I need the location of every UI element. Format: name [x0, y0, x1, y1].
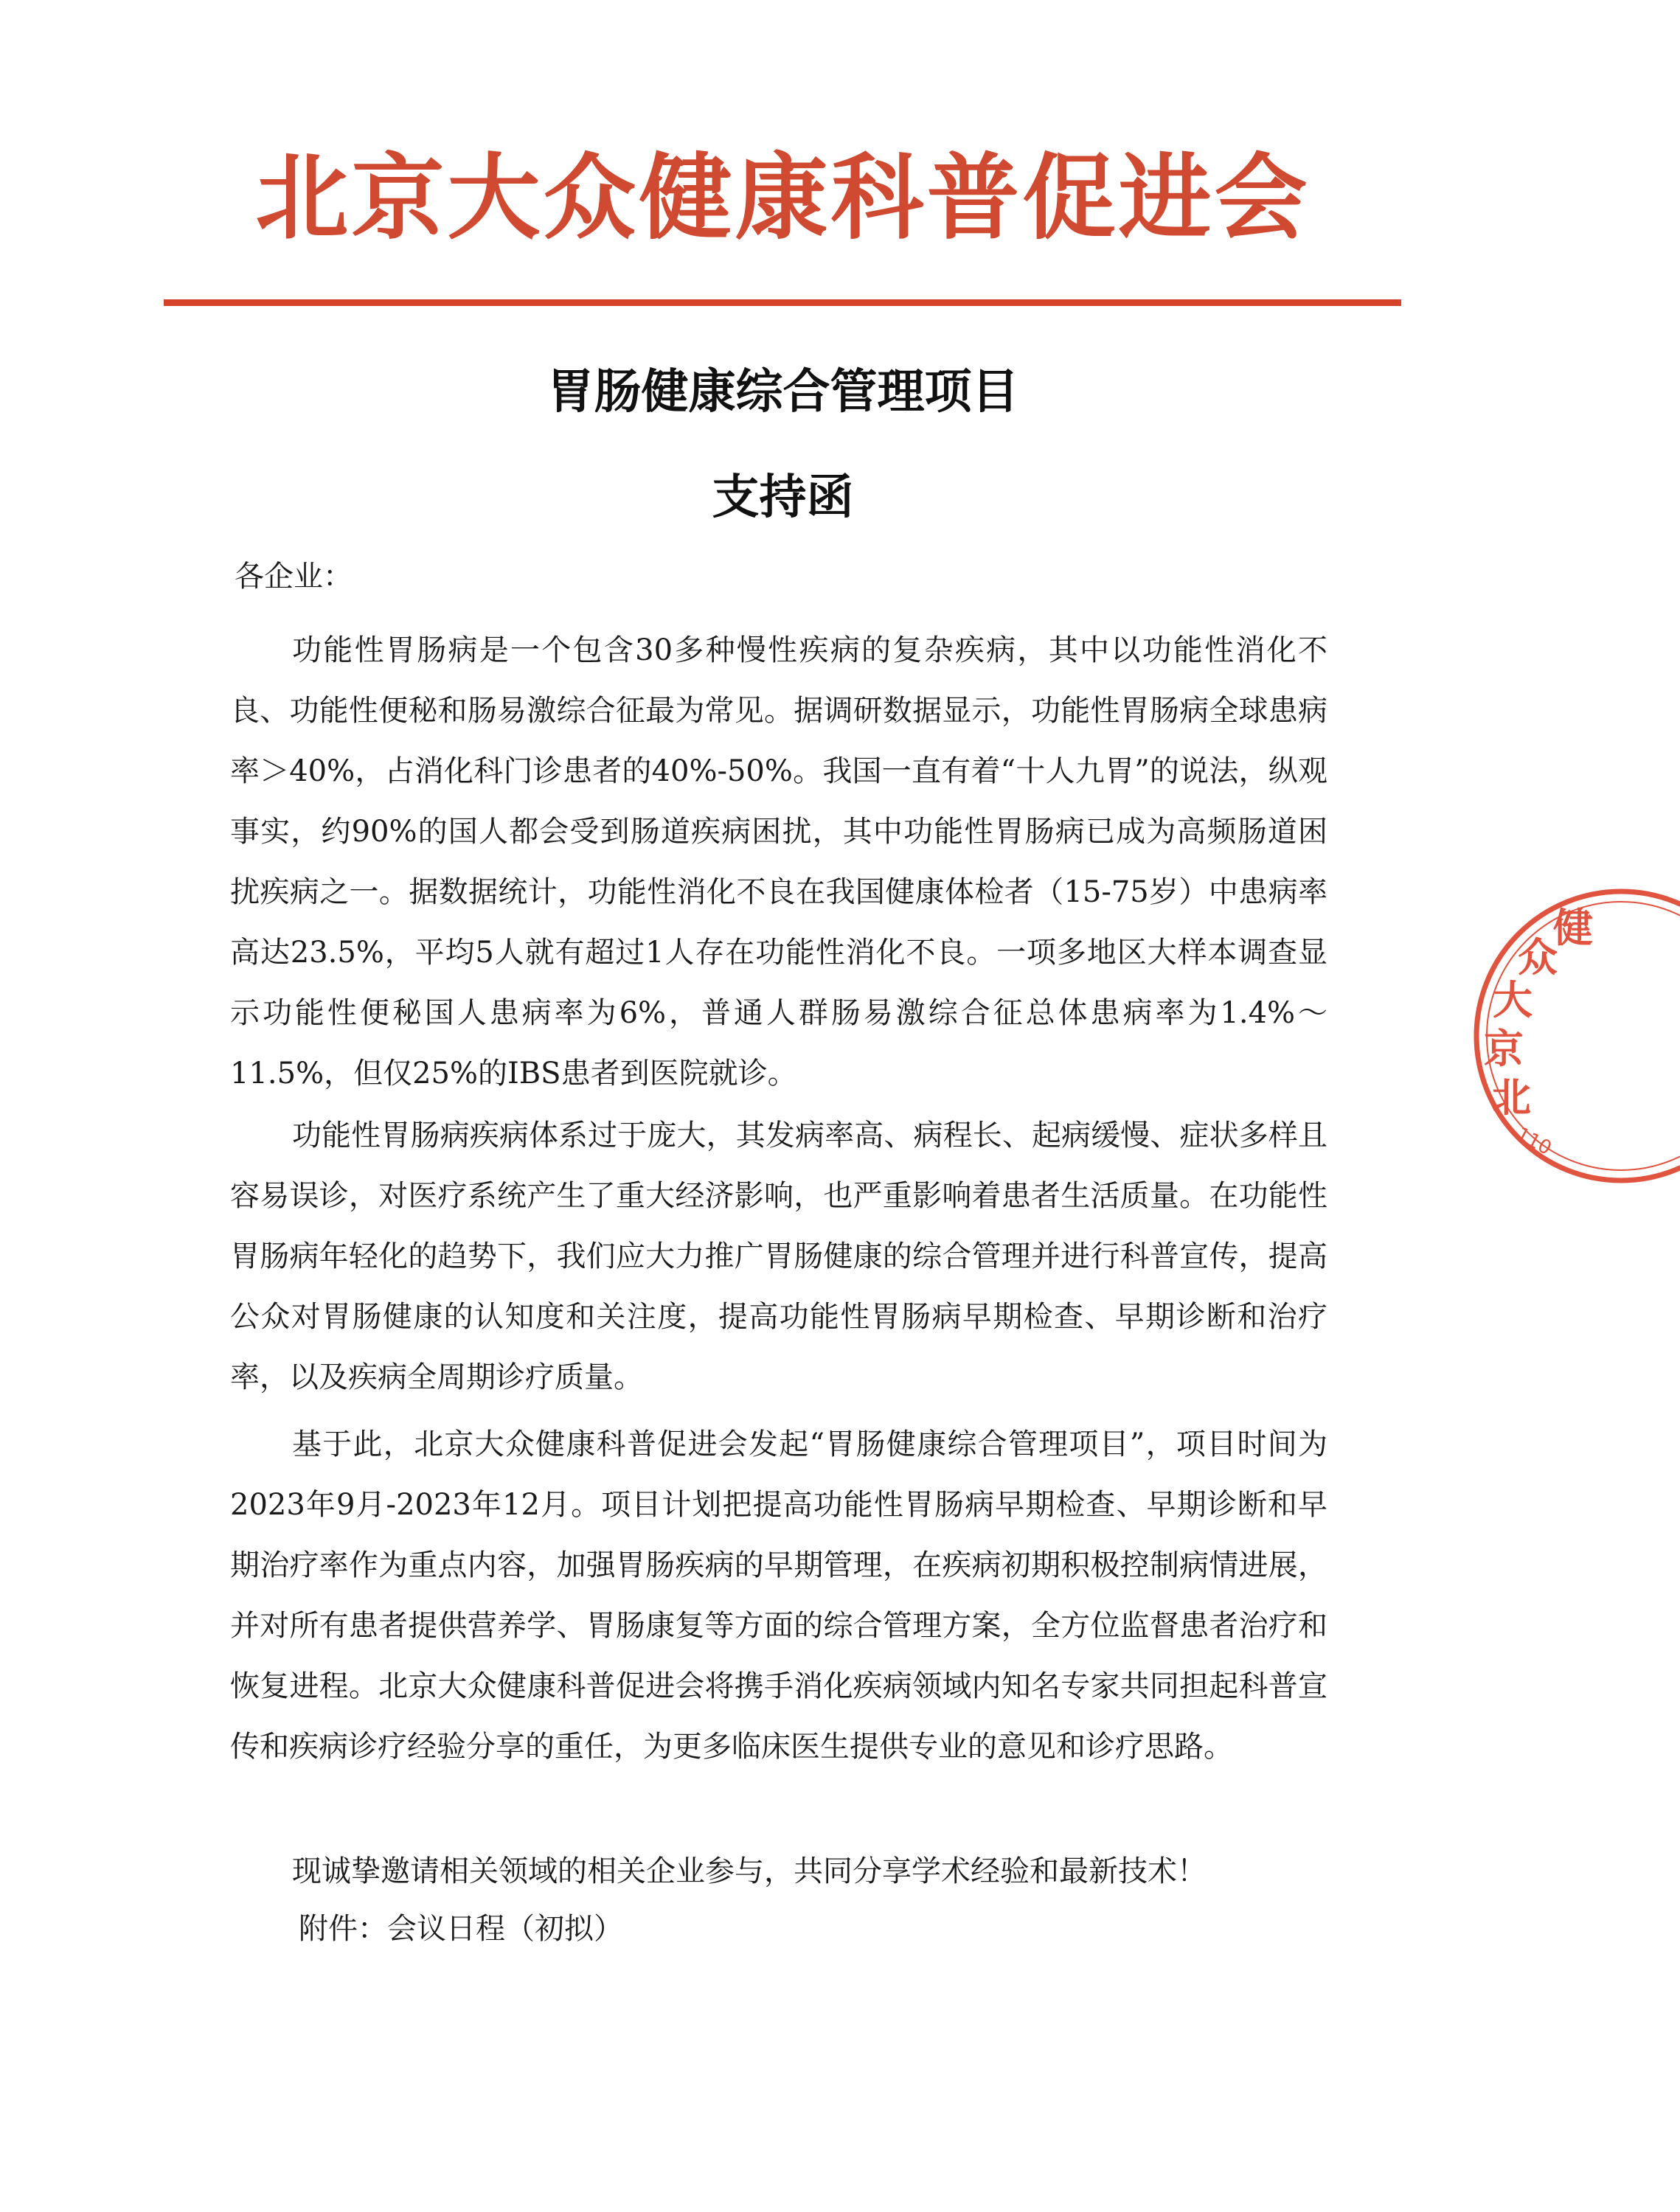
- organization-header: 北京大众健康科普促进会: [255, 143, 1311, 252]
- seal-char-4: 众: [1518, 934, 1558, 981]
- official-seal: [1459, 881, 1680, 1191]
- seal-char-1: 北: [1491, 1074, 1531, 1121]
- document-title: 胃肠健康综合管理项目: [546, 365, 1019, 420]
- body-paragraph-1: 功能性胃肠病是一个包含30多种慢性疾病的复杂疾病，其中以功能性消化不良、功能性便秘和肠易激综合征最为常见。据调研数据显示，功能性胃肠病全球患病率＞40%，占消化科门诊患者的40%-50%。我国一直有着“十人九胃”的说法，纵观事实，约90%的国人都会受到肠道疾病困扰，其中功能性胃肠病已成为高频肠道困扰疾病之一。据数据统计，功能性消化不良在我国健康体检者（15-75岁）中患病率高达23.5%，平均5人就有超过1人存在功能性消化不良。一项多地区大样本调查显示功能性便秘国人患病率为6%，普通人群肠易激综合征总体患病率为1.4%～11.5%，但仅25%的IBS患者到医院就诊。: [230, 633, 1327, 1091]
- body-paragraph-2: 功能性胃肠病疾病体系过于庞大，其发病率高、病程长、起病缓慢、症状多样且容易误诊，对医疗系统产生了重大经济影响，也严重影响着患者生活质量。在功能性胃肠病年轻化的趋势下，我们应大力推广胃肠健康的综合管理并进行科普宣传，提高公众对胃肠健康的认知度和关注度，提高功能性胃肠病早期检查、早期诊断和治疗率，以及疾病全周期诊疗质量。: [230, 1119, 1327, 1394]
- attachment-note: 附件：会议日程（初拟）: [299, 1912, 623, 1946]
- document-subtitle: 支持函: [712, 470, 854, 525]
- seal-char-2: 京: [1484, 1026, 1524, 1072]
- salutation: 各企业：: [235, 560, 353, 594]
- seal-char-3: 大: [1493, 977, 1533, 1023]
- seal-char-5: 健: [1553, 905, 1593, 951]
- body-paragraph-3: 基于此，北京大众健康科普促进会发起“胃肠健康综合管理项目”，项目时间为2023年9月-2023年12月。项目计划把提高功能性胃肠病早期检查、早期诊断和早期治疗率作为重点内容，加强胃肠疾病的早期管理，在疾病初期积极控制病情进展，并对所有患者提供营养学、胃肠康复等方面的综合管理方案，全方位监督患者治疗和恢复进程。北京大众健康科普促进会将携手消化疾病领域内知名专家共同担起科普宣传和疾病诊疗经验分享的重任，为更多临床医生提供专业的意见和诊疗思路。: [230, 1427, 1327, 1764]
- header-divider: [164, 299, 1401, 306]
- seal-text: [1484, 905, 1593, 1121]
- body-paragraph-4: 现诚挚邀请相关领域的相关企业参与，共同分享学术经验和最新技术！: [292, 1854, 1207, 1888]
- seal-number: 110: [1512, 1123, 1555, 1160]
